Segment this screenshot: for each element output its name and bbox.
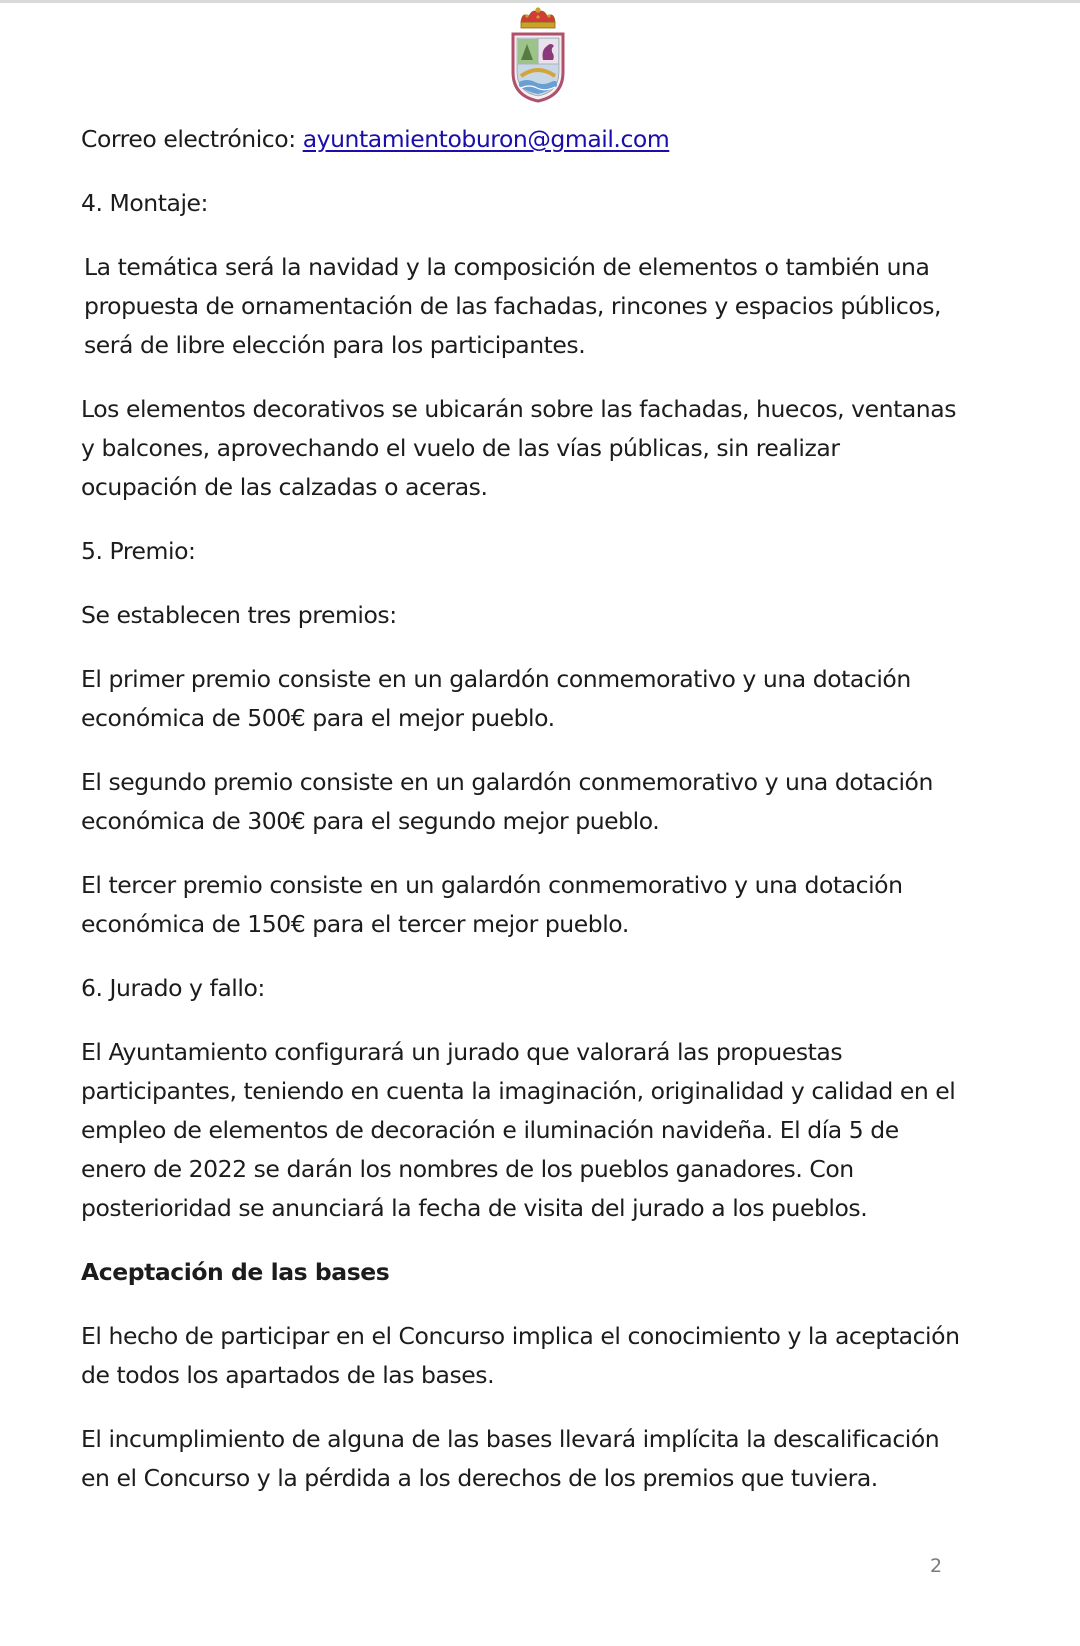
- section-heading-premio: 5. Premio:: [81, 537, 196, 565]
- premio-second: El segundo premio consiste en un galardón conmemorativo y una dotación económica de 300€ para el segundo mejor pueblo.: [81, 768, 933, 835]
- section-heading-montaje: 4. Montaje:: [81, 189, 209, 217]
- page-number: 2: [930, 1555, 943, 1577]
- premio-first: El primer premio consiste en un galardón conmemorativo y una dotación económica de 500€ para el mejor pueblo.: [81, 665, 911, 732]
- montaje-paragraph-1: La temática será la navidad y la composición de elementos o también una propuesta de ornamentación de las fachadas, rincones y espacios públicos, será de libre elección para los participantes.: [84, 253, 942, 359]
- jurado-paragraph: El Ayuntamiento configurará un jurado que valorará las propuestas participantes, teniendo en cuenta la imaginación, originalidad y calidad en el empleo de elementos de decoración e iluminación navideña. El día 5 de enero de 2022 se darán los nombres de los pueblos ganadores. Con posterioridad se anunciará la fecha de visita del jurado a los pueblos.: [81, 1038, 956, 1222]
- contact-line: [81, 120, 961, 159]
- aceptacion-paragraph-1: El hecho de participar en el Concurso implica el conocimiento y la aceptación de todos los apartados de las bases.: [81, 1322, 960, 1389]
- shield-icon: [513, 34, 563, 101]
- premio-third: El tercer premio consiste en un galardón conmemorativo y una dotación económica de 150€ para el tercer mejor pueblo.: [81, 871, 903, 938]
- montaje-paragraph-2: Los elementos decorativos se ubicarán sobre las fachadas, huecos, ventanas y balcones, aprovechando el vuelo de las vías públicas, sin realizar ocupación de las calzadas o aceras.: [81, 395, 956, 501]
- email-label: Correo electrónico:: [81, 125, 303, 153]
- premio-intro: Se establecen tres premios:: [81, 601, 397, 629]
- aceptacion-paragraph-2: El incumplimiento de alguna de las bases llevará implícita la descalificación en el Concurso y la pérdida a los derechos de los premios que tuviera.: [81, 1425, 940, 1492]
- document-body: [81, 120, 961, 1523]
- page-top-edge: [0, 0, 1080, 3]
- municipal-coat-of-arms-icon: [507, 4, 569, 104]
- email-link[interactable]: ayuntamientoburon@gmail.com: [302, 125, 670, 153]
- crown-icon: [521, 7, 555, 28]
- section-heading-jurado: 6. Jurado y fallo:: [81, 974, 265, 1002]
- section-heading-aceptacion: Aceptación de las bases: [81, 1258, 390, 1286]
